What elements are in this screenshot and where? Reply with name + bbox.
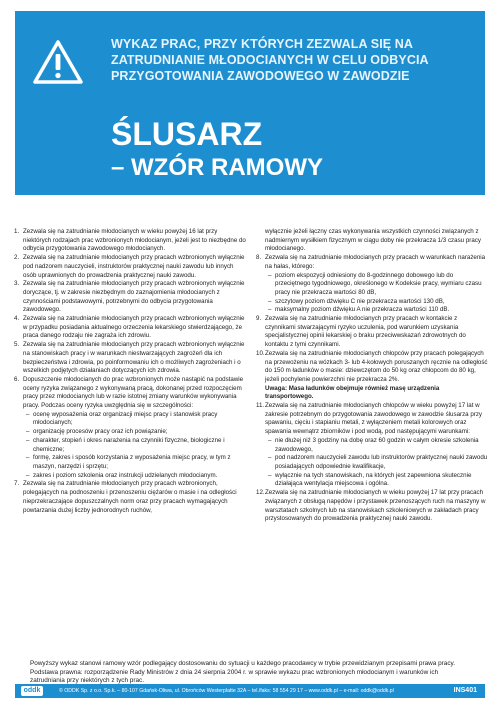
sub-list-item: – poziom ekspozycji odniesiony do 8-godzinnego dobowego lub do przeciętnego tygodniowego, określonego w Kodeksie pracy, wymiaru czasu pracy nie przekracza wartości 80 dB, — [265, 272, 488, 298]
list-item: 3. Zezwala się na zatrudnianie młodocianych przy pracach wzbronionych wyłącznie doryczące, tj. w zakresie niezbędnym do zaznajomienia młodocianych z czynnościami podstawowymi, potrzebnymi do odbycia przygotowania zawodowego. — [14, 280, 245, 314]
sub-list-item: – wyłącznie na tych stanowiskach, na których jest zapewniona skutecznie działająca wentylacja miejscowa i ogólna. — [265, 472, 488, 489]
note: Uwaga: Masa ładunków obejmuje również masę urządzenia transportowego. — [265, 384, 440, 401]
sub-list — [14, 411, 246, 481]
list-item: 11. Zezwala się na zatrudnianie młodocianych chłopców w wieku powyżej 17 lat w zakresie potrzebnym do przygotowania zawodowego w zawodzie ślusarza przy spawaniu, cięciu i stapianiu metali, z wyłączeniem metali kolorowych oraz spawania wewnątrz zbiorników i pod wodą, pod następującymi warunkami: — [256, 402, 483, 436]
header-banner — [15, 11, 485, 195]
list-item: 7. Zezwala się na zatrudnianie młodocianych przy pracach wzbronionych, polegających na podnoszeniu i przenoszeniu ciężarów o masie i na odległości nieprzekraczające dopuszczalnych norm oraz przy pracach wymagających powtarzania dużej liczby jednorodnych ruchów, — [14, 480, 237, 514]
list-item: 10. Zezwala się na zatrudnianie młodocianych chłopców przy pracach polegających na przewożeniu na wózkach 3- lub 4-kołowych poruszanych ręcznie na odległość do 150 m ładunków o masie: dziewczętom do 50 kg oraz chłopcom do 80 kg, jeżeli pochylenie powierzchni nie przekracza 2%. — [256, 349, 488, 383]
sub-list-item: – nie dłużej niż 3 godziny na dobę oraz 60 godzin w całym okresie szkolenia zawodowego, — [265, 437, 488, 454]
left-column — [14, 228, 246, 515]
document-code: INS401 — [453, 687, 477, 694]
list-item: 6. Dopuszczenie młodocianych do prac wzbronionych może nastąpić na podstawie oceny ryzyka związanego z wykonywaną pracą, dokonanej przed rozpoczęciem pracy przez młodocianych lub w razie istotnej zmiany warunków wykonywania pracy. Podczas oceny ryzyka uwzględnia się w szczególności: — [14, 375, 244, 410]
footer-bar — [15, 684, 485, 698]
footer-note: Powyższy wykaz stanowi ramowy wzór podlegający dostosowaniu do sytuacji u każdego pracodawcy w trybie przewidzianym przepisami prawa pracy. Podstawa prawna: rozporządzenie Rady Ministrów z dnia 24 sierpnia 2004 r. w sprawie wykazu prac wzbronionych młodocianym i warunków ich zatrudniania przy niektórych z tych prac. — [30, 660, 456, 685]
sub-list-item: – ocenę wyposażenia oraz organizacji miejsc pracy i stanowisk pracy młodocianych; — [23, 411, 246, 428]
page-subtitle: – WZÓR RAMOWY — [111, 154, 323, 181]
sub-list-item: – charakter, stopień i okres narażenia na czynniki fizyczne, biologiczne i chemiczne; — [23, 437, 246, 454]
list-item: 4. Zezwala się na zatrudnianie młodocianych przy pracach wzbronionych wyłącznie w przypadku posiadania aktualnego orzeczenia lekarskiego stwierdzającego, że praca danego rodzaju nie zagraża ich zdrowiu. — [14, 315, 245, 340]
page-title: ŚLUSARZ — [111, 116, 263, 152]
list-item: 8. Zezwala się na zatrudnianie młodocianych przy pracach w warunkach narażenia na hałas, którego: — [256, 254, 486, 270]
sub-list-item: – zakres i poziom szkolenia oraz instrukcji udzielanych młodocianym. — [23, 472, 246, 481]
brand-logo: oddk — [21, 686, 43, 696]
sub-list — [256, 272, 488, 316]
right-column — [256, 228, 488, 524]
list-item: 12. Zezwala się na zatrudnianie młodocianych w wieku powyżej 17 lat przy pracach związanych z obsługą napędów i przystawek przenoszących ruch na maszyny w warsztatach szkolnych lub na stanowiskach szkoleniowych w zakładach pracy przystosowanych do prowadzenia praktycznej nauki zawodu. — [256, 489, 486, 523]
contact-info: © ODDK Sp. z o.o. Sp.k. – 80-107 Gdańsk-Oliwa, ul. Obrońców Westerplatte 32A – tel./faks: 58 554 29 17 – www.oddk.pl – e-mail: oddk@oddk.pl — [59, 688, 394, 694]
warning-triangle-icon — [33, 39, 83, 85]
sub-list-item: – pod nadzorem nauczycieli zawodu lub instruktorów praktycznej nauki zawodu posiadających odpowiednie kwalifikacje, — [265, 454, 488, 471]
sub-list — [256, 437, 488, 489]
list-item: 1. Zezwala się na zatrudnianie młodocianych w wieku powyżej 16 lat przy niektórych rodzajach prac wzbronionych młodocianym, jeżeli jest to niezbędne do odbycia przygotowania zawodowego młodocianych. — [14, 228, 246, 253]
list-item: 2. Zezwala się na zatrudnianie młodocianych przy pracach wzbronionych wyłącznie pod nadzorem nauczycieli, instruktorów praktycznej nauki zawodu lub innych osób uprawnionych do prowadzenia praktycznej nauki zawodu. — [14, 254, 245, 279]
sub-list-item: – maksymalny poziom dźwięku A nie przekracza wartości 110 dB. — [265, 306, 488, 315]
sub-list-item: – formę, zakres i sposób korzystania z wyposażenia miejsc pracy, w tym z maszyn, narzędzi i sprzętu; — [23, 454, 246, 471]
list-item-continued: wyłącznie jeżeli łączny czas wykonywania wszystkich czynności związanych z nadmiernym wysiłkiem fizycznym w ciągu doby nie przekracza 1/3 czasu pracy młodocianego. — [265, 228, 481, 253]
sub-list-item: – organizację procesów pracy oraz ich powiązanie; — [23, 428, 246, 437]
sub-list-item: – szczytowy poziom dźwięku C nie przekracza wartości 130 dB, — [265, 298, 488, 307]
list-item: 5. Zezwala się na zatrudnianie młodocianych przy pracach wzbronionych wyłącznie na stanowiskach pracy i w warunkach niestwarzających zagrożeń dla ich bezpieczeństwa i zdrowia, po poinformowaniu ich o możliwych zagrożeniach i o wszelkich podjętych działaniach dotyczących ich zdrowia. — [14, 341, 245, 375]
header-subtitle: WYKAZ PRAC, PRZY KTÓRYCH ZEZWALA SIĘ NA ZATRUDNIANIE MŁODOCIANYCH W CELU ODBYCIA PRZYGOTOWANIA ZAWODOWEGO W ZAWODZIE — [111, 37, 429, 83]
list-item: 9. Zezwala się na zatrudnianie młodocianych przy pracach w kontakcie z czynnikami stwarzającymi ryzyko uczulenia, pod warunkiem uzyskania specjalistycznej opinii lekarskiej o braku przeciwwskazań zdrowotnych do kontaktu z tymi czynnikami. — [256, 315, 466, 349]
